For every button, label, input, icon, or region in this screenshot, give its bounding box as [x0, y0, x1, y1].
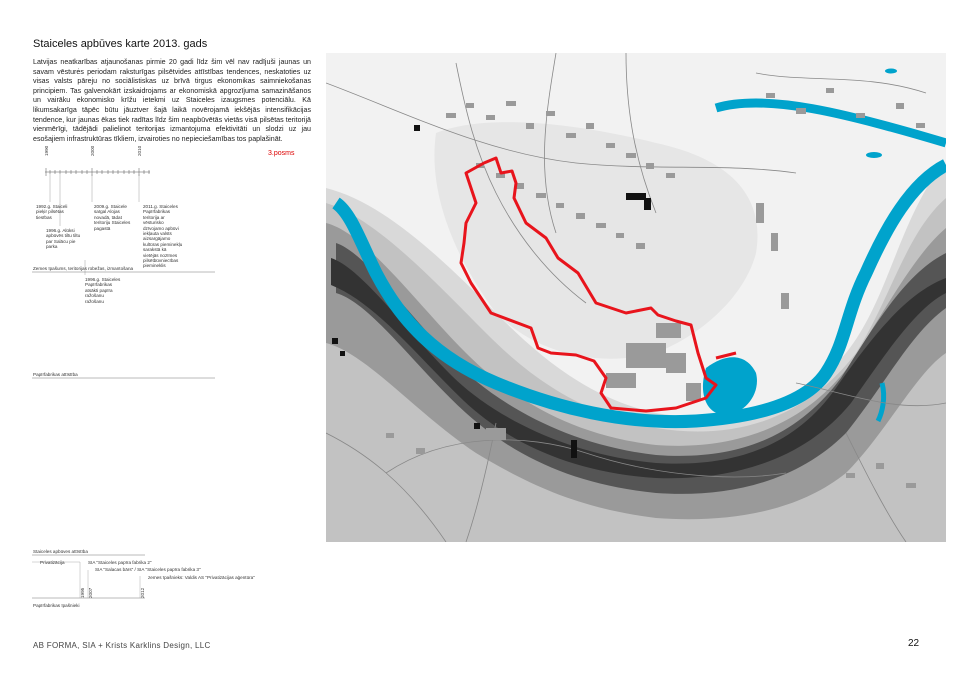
- map-graphic: [326, 53, 946, 542]
- owners-label: Papīrfabrikas īpašnieki: [33, 603, 80, 608]
- page-title: Staiceles apbūves karte 2013. gads: [33, 38, 208, 50]
- owner-sia-3: SIA "Salacas bārs" / SIA "Staiceles papīra fabrika 3": [95, 567, 201, 572]
- timeline-note-2011: 2011.g. Staiceles Papīrfabrikas teritorija ar vēsturisko dzīvojamo apbūvi iekļauta valsts aizsargājamo kultūras pieminekļu sarakstā kā vietējās nozīmes pilsētbūvniecības piemineklis: [143, 204, 183, 269]
- owner-land: zemes īpašnieks: Valdis AS "Privatizācijas aģentūra": [148, 575, 255, 580]
- owner-sia-2: SIA "Staiceles papīra fabrika 2": [88, 560, 152, 565]
- page-number: 22: [908, 638, 920, 649]
- timeline-note-1996: 1996.g. Alūksi apbūvēs tiltu tiltu par Salācu pie parka: [46, 228, 81, 250]
- factory-label: Papīrfabrikas attīstība: [33, 372, 78, 377]
- intro-paragraph: Latvijas neatkarības atjaunošanas pirmie 20 gadi līdz šim vēl nav radījuši jaunas un savam vēsturės periodam raksturīgas pilsētvides attīstības tendences, neskatoties uz visas valsts pāreju no sociālistiskas uz brīvā tirgus ekonomikas saimniekošanas principiem. Tas galvenokārt izskaidrojams ar ekonomiskā apgrozījuma samazināšanos un vairāku ekonomisko krīžu ietekmi uz Staiceles izaugsmes potenciālu. Kā likumsakarīga tāpēc būtu jāuztver šajā laikā novērojamā iekšējās intensifikācijas tendence, kur jaunas ēkas tiek radītas līdz šim neapbūvētās vietās visā pilsētas teritorijā vienmērīgi, tādējādi palielinot teritorijas izmantojuma efektivitāti un slodzi uz jau esošajiem infrastruktūras tīkliem, izvairoties no nepieciešamības tos paplašināt.: [33, 58, 311, 143]
- owner-year-1995: 1995: [80, 587, 85, 598]
- owner-year-2012: 2012: [140, 587, 145, 598]
- development-label: Staiceles apbūves attīstība: [33, 549, 88, 554]
- development-map: [326, 53, 946, 542]
- timeline-year-1990: 1990: [44, 145, 49, 156]
- land-label: Zemes īpašums, teritorijas robežas, izmantošana: [33, 266, 134, 271]
- timeline-year-2000: 2000: [90, 145, 95, 156]
- timeline-note-factory-1996: 1996.g. Staiceles Papīrfabrikas atsākti papīra ražošanu ražošanu: [85, 277, 121, 304]
- footer-credit: AB FORMA, SIA + Krists Karklins Design, LLC: [33, 641, 211, 650]
- timeline-year-2010: 2010: [137, 145, 142, 156]
- timeline-note-2009: 2009.g. Staicele saīgal Alojas novadā, tādat teritoriju Staiceles pagastā: [94, 204, 131, 231]
- timeline-note-1992: 1992.g. Staiceli pieķir pilsētas tiesības: [36, 204, 68, 220]
- phase-label: 3.posms: [268, 150, 295, 157]
- owner-year-2007: 2007: [88, 587, 93, 598]
- owner-privatization: Privatizācija: [40, 560, 65, 565]
